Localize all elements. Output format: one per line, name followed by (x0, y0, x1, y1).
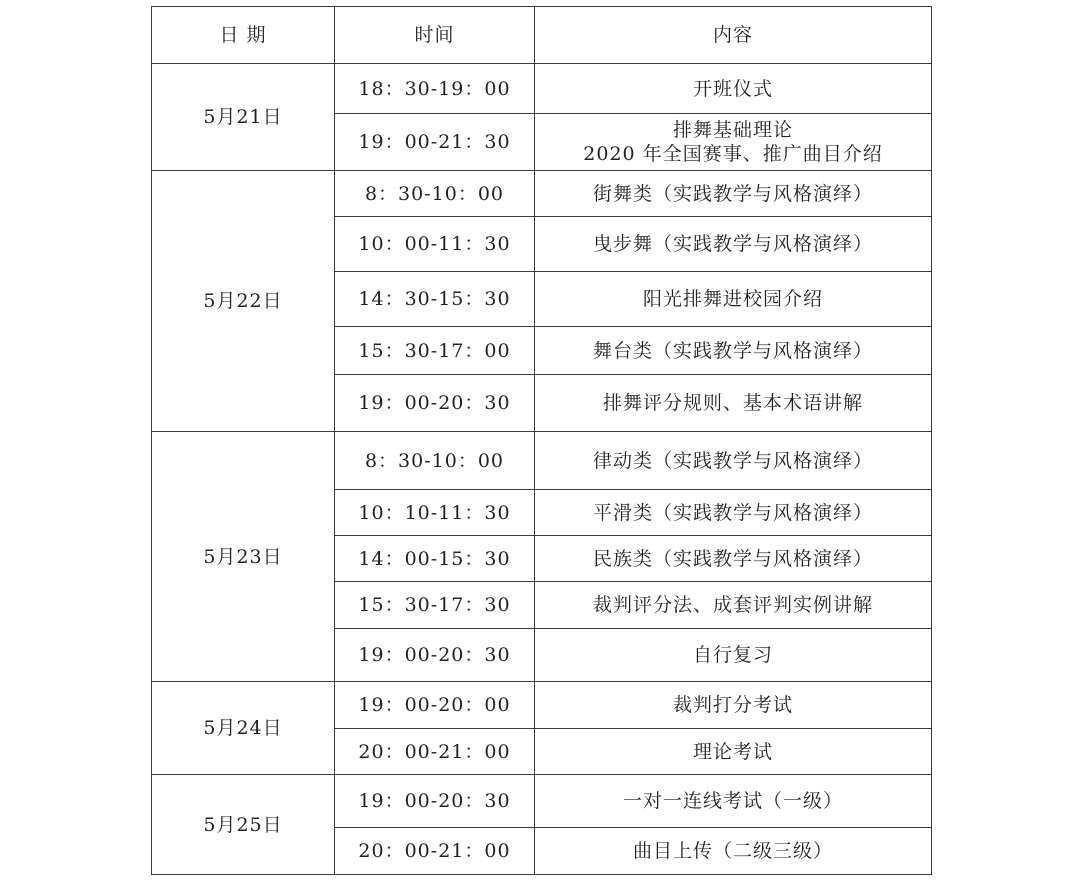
content-cell (535, 828, 932, 875)
schedule-table (151, 6, 932, 875)
content-cell (535, 775, 932, 828)
content-line: 裁判评分法、成套评判实例讲解 (592, 594, 873, 616)
content-line: 自行复习 (692, 644, 773, 666)
table-row (152, 171, 932, 217)
time-cell: 20：00-21：00 (335, 729, 535, 775)
content-cell (535, 272, 932, 327)
content-cell (535, 682, 932, 729)
content-line: 律动类（实践教学与风格演绎） (592, 449, 873, 472)
time-cell: 19：00-20：30 (335, 775, 535, 828)
time-cell: 19：00-20：30 (335, 629, 535, 682)
time-cell: 15：30-17：00 (335, 327, 535, 375)
time-cell: 14：30-15：30 (335, 272, 535, 327)
content-cell (535, 432, 932, 490)
content-line: 平滑类（实践教学与风格演绎） (592, 501, 873, 524)
date-cell: 5月21日 (152, 64, 335, 171)
date-cell: 5月22日 (152, 171, 335, 432)
content-line: 排舞评分规则、基本术语讲解 (602, 392, 863, 414)
header-content: 内容 (535, 7, 932, 64)
content-cell (535, 64, 932, 114)
content-line: 街舞类（实践教学与风格演绎） (592, 182, 873, 205)
content-cell (535, 729, 932, 775)
header-date: 日 期 (152, 7, 335, 64)
content-line: 舞台类（实践教学与风格演绎） (592, 339, 873, 362)
time-cell: 15：30-17：30 (335, 582, 535, 629)
time-cell: 10：00-11：30 (335, 217, 535, 272)
header-time: 时间 (335, 7, 535, 64)
date-cell: 5月25日 (152, 775, 335, 875)
table-row (152, 64, 932, 114)
content-cell (535, 582, 932, 629)
content-line: 民族类（实践教学与风格演绎） (592, 547, 873, 570)
time-cell: 8：30-10：00 (335, 171, 535, 217)
schedule-body (152, 7, 932, 875)
time-cell: 18：30-19：00 (335, 64, 535, 114)
content-line: 排舞基础理论 (672, 119, 793, 141)
content-cell (535, 490, 932, 536)
content-line: 开班仪式 (692, 77, 773, 100)
time-cell: 19：00-20：30 (335, 375, 535, 432)
content-cell (535, 375, 932, 432)
content-line: 阳光排舞进校园介绍 (642, 288, 823, 310)
content-cell (535, 114, 932, 171)
content-cell (535, 629, 932, 682)
table-row (152, 775, 932, 828)
content-line: 理论考试 (692, 740, 773, 763)
time-cell: 10：10-11：30 (335, 490, 535, 536)
table-row (152, 682, 932, 729)
time-cell: 19：00-20：00 (335, 682, 535, 729)
content-line: 曳步舞（实践教学与风格演绎） (592, 233, 873, 255)
content-line: 一对一连线考试（一级） (622, 790, 843, 812)
date-cell: 5月23日 (152, 432, 335, 682)
time-cell: 20：00-21：00 (335, 828, 535, 875)
content-line: 曲目上传（二级三级） (632, 840, 833, 862)
header-row (152, 7, 932, 64)
time-cell: 8：30-10：00 (335, 432, 535, 490)
content-cell (535, 217, 932, 272)
content-line: 裁判打分考试 (672, 694, 793, 716)
date-cell: 5月24日 (152, 682, 335, 775)
time-cell: 19：00-21：30 (335, 114, 535, 171)
content-cell (535, 171, 932, 217)
content-cell (535, 536, 932, 582)
content-line: 2020 年全国赛事、推广曲目介绍 (583, 143, 883, 165)
time-cell: 14：00-15：30 (335, 536, 535, 582)
table-row (152, 432, 932, 490)
content-cell (535, 327, 932, 375)
